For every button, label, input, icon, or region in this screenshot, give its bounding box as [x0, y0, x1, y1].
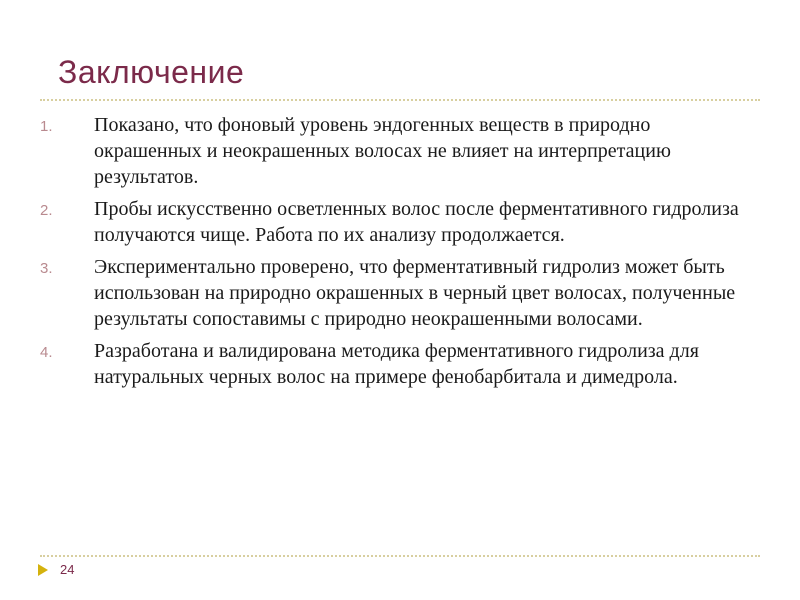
list-item — [40, 338, 760, 390]
list-item-number: 2. — [40, 202, 53, 219]
slide-footer — [38, 562, 74, 577]
slide-title: Заключение — [58, 54, 245, 90]
list-item — [40, 112, 760, 190]
list-item-number: 3. — [40, 260, 53, 277]
list-item-text: Экспериментально проверено, что ферментативный гидролиз может быть использован на природно окрашенных в черный цвет волосах, полученные результаты сопоставимы с природно неокрашенными волосами. — [94, 256, 736, 330]
list-item — [40, 254, 760, 332]
slide-content — [40, 112, 760, 396]
list-item-number: 1. — [40, 118, 53, 135]
list-item-text: Разработана и валидирована методика ферментативного гидролиза для натуральных черных волос на примере фенобарбитала и димедрола. — [94, 340, 699, 388]
conclusion-list — [40, 112, 760, 390]
list-item-text: Показано, что фоновый уровень эндогенных веществ в природно окрашенных и неокрашенных волосах не влияет на интерпретацию результатов. — [94, 114, 671, 188]
title-divider — [40, 99, 760, 101]
footer-divider — [40, 555, 760, 557]
page-number: 24 — [60, 562, 75, 577]
list-item-text: Пробы искусственно осветленных волос после ферментативного гидролиза получаются чище. Работа по их анализу продолжается. — [94, 198, 739, 246]
list-item — [40, 196, 760, 248]
triangle-right-icon — [38, 564, 48, 576]
list-item-number: 4. — [40, 344, 53, 361]
